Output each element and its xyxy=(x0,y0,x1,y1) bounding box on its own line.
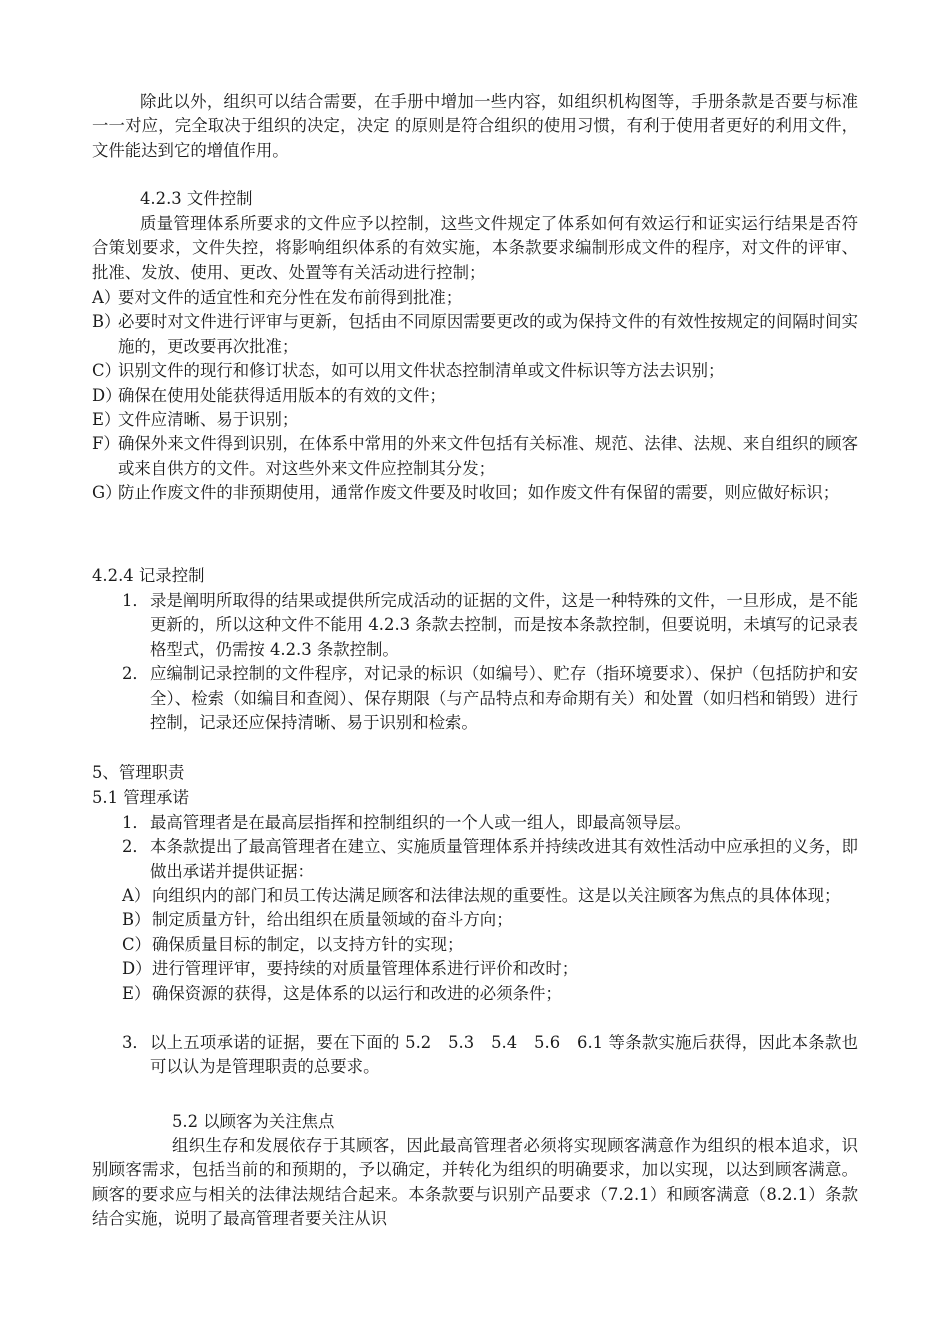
list-item-label: 1． xyxy=(122,591,149,610)
list-item-text: 最高管理者是在最高层指挥和控制组织的一个人或一组人，即最高领导层。 xyxy=(150,813,691,832)
list-item-label: C） xyxy=(122,934,151,954)
document-control-list xyxy=(92,286,858,506)
list-item xyxy=(122,933,858,957)
list-item-label: 2． xyxy=(122,837,149,857)
list-item-label: D） xyxy=(92,385,122,405)
list-item-text: 制定质量方针，给出组织在质量领域的奋斗方向； xyxy=(152,910,513,930)
list-item-text: 确保外来文件得到识别，在体系中常用的外来文件包括有关标准、规范、法律、法规、来自组织的顾客或来自供方的文件。对这些外来文件应控制其分发； xyxy=(118,434,858,478)
commitment-lettered-list xyxy=(122,884,858,1006)
list-item-text: 确保质量目标的制定，以支持方针的实现； xyxy=(152,934,464,954)
list-item-label: 2． xyxy=(122,664,149,684)
section-5-1-heading: 5.1 管理承诺 xyxy=(92,788,189,807)
list-item xyxy=(122,811,858,835)
list-item-text: 确保在使用处能获得适用版本的有效的文件； xyxy=(118,385,446,405)
list-item-label: 3． xyxy=(122,1033,149,1052)
list-item xyxy=(92,359,858,383)
list-item-label: E） xyxy=(122,983,151,1003)
list-item xyxy=(122,957,858,981)
list-item xyxy=(122,982,858,1006)
list-item-text: 进行管理评审，要持续的对质量管理体系进行评价和改时； xyxy=(152,959,579,979)
list-item xyxy=(92,432,858,481)
commitment-summary-list xyxy=(122,1031,858,1080)
list-item xyxy=(92,286,858,310)
list-item-label: B） xyxy=(122,910,151,930)
list-item-label: A） xyxy=(122,886,151,905)
list-item xyxy=(122,589,858,662)
list-item-label: E） xyxy=(92,410,121,430)
list-item-label: C） xyxy=(92,361,121,381)
list-item-label: A） xyxy=(92,288,121,307)
section-5-heading: 5、管理职责 xyxy=(92,763,185,782)
list-item-text: 必要时对文件进行评审与更新，包括由不同原因需要更改的或为保持文件的有效性按规定的间隔时间实施的，更改要再次批准； xyxy=(118,312,858,356)
list-item-label: F） xyxy=(92,434,120,454)
intro-paragraph: 除此以外，组织可以结合需要，在手册中增加一些内容，如组织机构图等，手册条款是否要与标准一一对应，完全取决于组织的决定，决定 的原则是符合组织的使用习惯，有利于使用者更好的利用文件，文件能达到它的增值作用。 xyxy=(92,92,858,160)
list-item-label: B） xyxy=(92,312,121,332)
list-item-text: 识别文件的现行和修订状态，如可以用文件状态控制清单或文件标识等方法去识别； xyxy=(118,361,725,381)
commitment-numbered-list xyxy=(122,811,858,884)
list-item xyxy=(122,908,858,932)
list-item-text: 确保资源的获得，这是体系的以运行和改进的必须条件； xyxy=(152,983,562,1003)
list-item-text: 以上五项承诺的证据，要在下面的 5.2 5.3 5.4 5.6 6.1 等条款实施后获得，因此本条款也可以认为是管理职责的总要求。 xyxy=(150,1033,858,1077)
list-item-label: 1． xyxy=(122,813,149,832)
list-item xyxy=(92,481,858,505)
list-item xyxy=(122,835,858,884)
list-item xyxy=(92,384,858,408)
list-item-text: 录是阐明所取得的结果或提供所完成活动的证据的文件，这是一种特殊的文件，一旦形成，是不能更新的，所以这种文件不能用 4.2.3 条款去控制，而是按本条款控制，但要说明，未填写的记录表格型式，仍需按 4.2.3 条款控制。 xyxy=(150,591,858,659)
list-item xyxy=(92,310,858,359)
list-item-text: 本条款提出了最高管理者在建立、实施质量管理体系并持续改进其有效性活动中应承担的义务，即做出承诺并提供证据： xyxy=(150,837,858,881)
list-item xyxy=(122,662,858,735)
list-item xyxy=(92,408,858,432)
section-5-2-paragraph: 组织生存和发展依存于其顾客，因此最高管理者必须将实现顾客满意作为组织的根本追求，识别顾客需求，包括当前的和预期的，予以确定，并转化为组织的明确要求，加以实现，以达到顾客满意。顾客的要求应与相关的法律法规结合起来。本条款要与识别产品要求（7.2.1）和顾客满意（8.2.1）条款结合实施，说明了最高管理者要关注从识 xyxy=(92,1136,858,1229)
list-item-text: 向组织内的部门和员工传达满足顾客和法律法规的重要性。这是以关注顾客为焦点的具体体现； xyxy=(152,886,841,905)
list-item-label: D） xyxy=(122,959,152,979)
section-4-2-3-heading: 4.2.3 文件控制 xyxy=(140,189,253,208)
list-item-label: G） xyxy=(92,483,122,503)
list-item xyxy=(122,884,858,908)
section-5-2-heading: 5.2 以顾客为关注焦点 xyxy=(172,1112,335,1131)
record-control-list xyxy=(122,589,858,735)
list-item xyxy=(122,1031,858,1080)
list-item-text: 防止作废文件的非预期使用，通常作废文件要及时收回；如作废文件有保留的需要，则应做好标识； xyxy=(118,483,840,503)
list-item-text: 要对文件的适宜性和充分性在发布前得到批准； xyxy=(118,288,463,307)
section-4-2-3-paragraph: 质量管理体系所要求的文件应予以控制，这些文件规定了体系如何有效运行和证实运行结果是否符合策划要求，文件失控，将影响组织体系的有效实施，本条款要求编制形成文件的程序，对文件的评审、批准、发放、使用、更改、处置等有关活动进行控制； xyxy=(92,214,858,282)
list-item-text: 文件应清晰、易于识别； xyxy=(118,410,299,430)
list-item-text: 应编制记录控制的文件程序，对记录的标识（如编号）、贮存（指环境要求）、保护（包括防护和安全）、检索（如编目和查阅）、保存期限（与产品特点和寿命期有关）和处置（如归档和销毁）进行控制，记录还应保持清晰、易于识别和检索。 xyxy=(150,664,858,733)
section-4-2-4-heading: 4.2.4 记录控制 xyxy=(92,566,205,585)
